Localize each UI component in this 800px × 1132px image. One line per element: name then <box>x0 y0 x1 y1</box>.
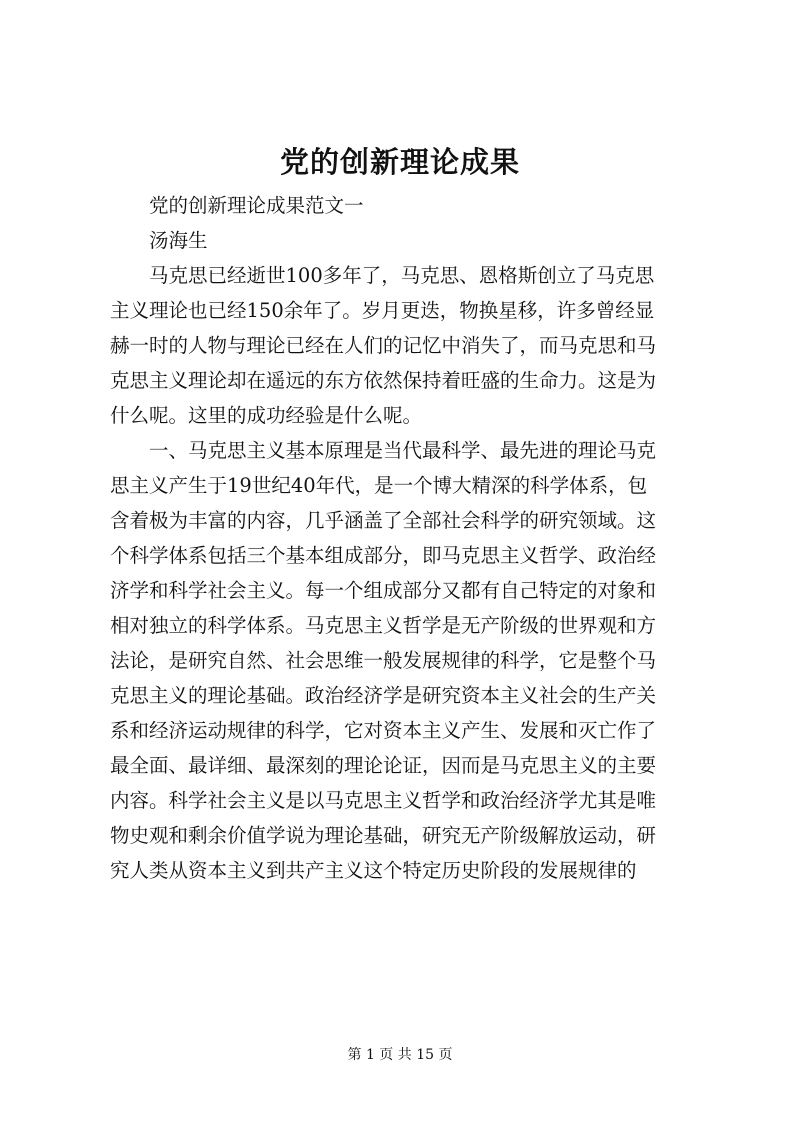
page-number-footer: 第 1 页 共 15 页 <box>347 1047 453 1063</box>
body-line: 究人类从资本主义到共产主义这个特定历史阶段的发展规律的 <box>110 859 637 882</box>
document-body <box>110 188 702 888</box>
body-line: 个科学体系包括三个基本组成部分，即马克思主义哲学、政治经 <box>110 544 657 567</box>
body-line: 最全面、最详细、最深刻的理论论证，因而是马克思主义的主要 <box>110 754 657 777</box>
body-line: 思主义产生于19世纪40年代，是一个博大精深的科学体系，包 <box>110 474 648 497</box>
body-line: 系和经济运动规律的科学，它对资本主义产生、发展和灭亡作了 <box>110 719 657 742</box>
body-line: 一、马克思主义基本原理是当代最科学、最先进的理论马克 <box>110 439 657 462</box>
document-title: 党的创新理论成果 <box>279 145 520 179</box>
body-line: 含着极为丰富的内容，几乎涵盖了全部社会科学的研究领域。这 <box>110 509 657 532</box>
body-line: 克思主义的理论基础。政治经济学是研究资本主义社会的生产关 <box>110 684 657 707</box>
body-line: 内容。科学社会主义是以马克思主义哲学和政治经济学尤其是唯 <box>110 789 657 812</box>
body-line: 济学和科学社会主义。每一个组成部分又都有自己特定的对象和 <box>110 579 657 602</box>
body-line: 党的创新理论成果范文一 <box>110 194 364 217</box>
body-line: 克思主义理论却在遥远的东方依然保持着旺盛的生命力。这是为 <box>110 369 657 392</box>
body-line: 法论，是研究自然、社会思维一般发展规律的科学，它是整个马 <box>110 649 657 672</box>
body-line: 赫一时的人物与理论已经在人们的记忆中消失了，而马克思和马 <box>110 334 657 357</box>
body-line: 马克思已经逝世100多年了，马克思、恩格斯创立了马克思 <box>110 264 655 287</box>
body-line: 主义理论也已经150余年了。岁月更迭，物换星移，许多曾经显 <box>110 299 655 322</box>
body-line: 相对独立的科学体系。马克思主义哲学是无产阶级的世界观和方 <box>110 614 657 637</box>
body-line: 汤海生 <box>110 229 208 252</box>
body-line: 物史观和剩余价值学说为理论基础，研究无产阶级解放运动，研 <box>110 824 657 847</box>
body-line: 什么呢。这里的成功经验是什么呢。 <box>110 404 423 427</box>
